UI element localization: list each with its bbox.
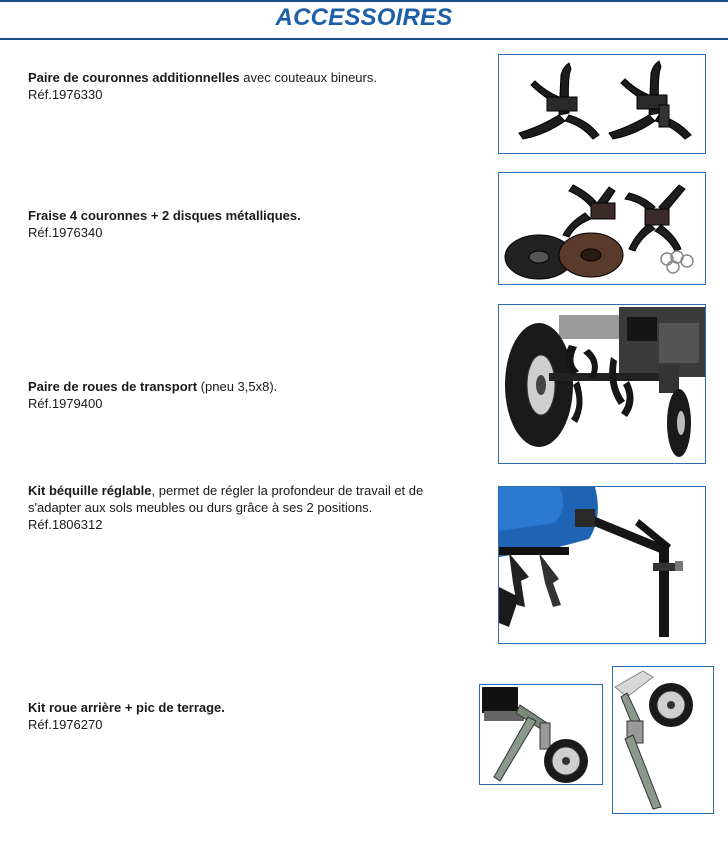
accessory-image-5a <box>479 684 603 785</box>
accessory-description <box>28 69 377 86</box>
header-top-rule <box>0 0 728 2</box>
accessory-name: Kit roue arrière + pic de terrage. <box>28 700 225 715</box>
accessory-image-1 <box>498 54 706 154</box>
accessory-ref: Réf.1979400 <box>28 396 103 411</box>
accessory-detail: , permet de régler la profondeur de travail et de <box>151 483 424 498</box>
accessory-item-2 <box>28 207 301 241</box>
accessory-ref: Réf.1976270 <box>28 717 103 732</box>
accessory-description <box>28 699 225 716</box>
accessory-detail: avec couteaux bineurs. <box>239 70 377 85</box>
accessory-description-line2: s'adapter aux sols meubles ou durs grâce à ses 2 positions. <box>28 500 373 515</box>
accessory-ref: Réf.1976330 <box>28 87 103 102</box>
accessory-ref: Réf.1976340 <box>28 225 103 240</box>
accessory-name: Paire de couronnes additionnelles <box>28 70 240 85</box>
accessory-image-2 <box>498 172 706 285</box>
accessory-description <box>28 482 423 499</box>
accessory-image-4 <box>498 486 706 644</box>
accessory-item-5 <box>28 699 225 733</box>
accessory-description <box>28 378 277 395</box>
accessory-item-3 <box>28 378 277 412</box>
accessory-item-1 <box>28 69 377 103</box>
page-header <box>0 0 728 40</box>
accessory-name: Fraise 4 couronnes + 2 disques métalliques. <box>28 208 301 223</box>
accessory-name: Paire de roues de transport <box>28 379 198 394</box>
accessory-description <box>28 207 301 224</box>
accessory-detail: (pneu 3,5x8). <box>197 379 278 394</box>
accessory-image-3 <box>498 304 706 464</box>
accessory-ref: Réf.1806312 <box>28 517 103 532</box>
accessory-item-4 <box>28 482 423 533</box>
accessory-image-5b <box>612 666 714 814</box>
accessory-name: Kit béquille réglable <box>28 483 152 498</box>
page-title: ACCESSOIRES <box>275 4 453 31</box>
